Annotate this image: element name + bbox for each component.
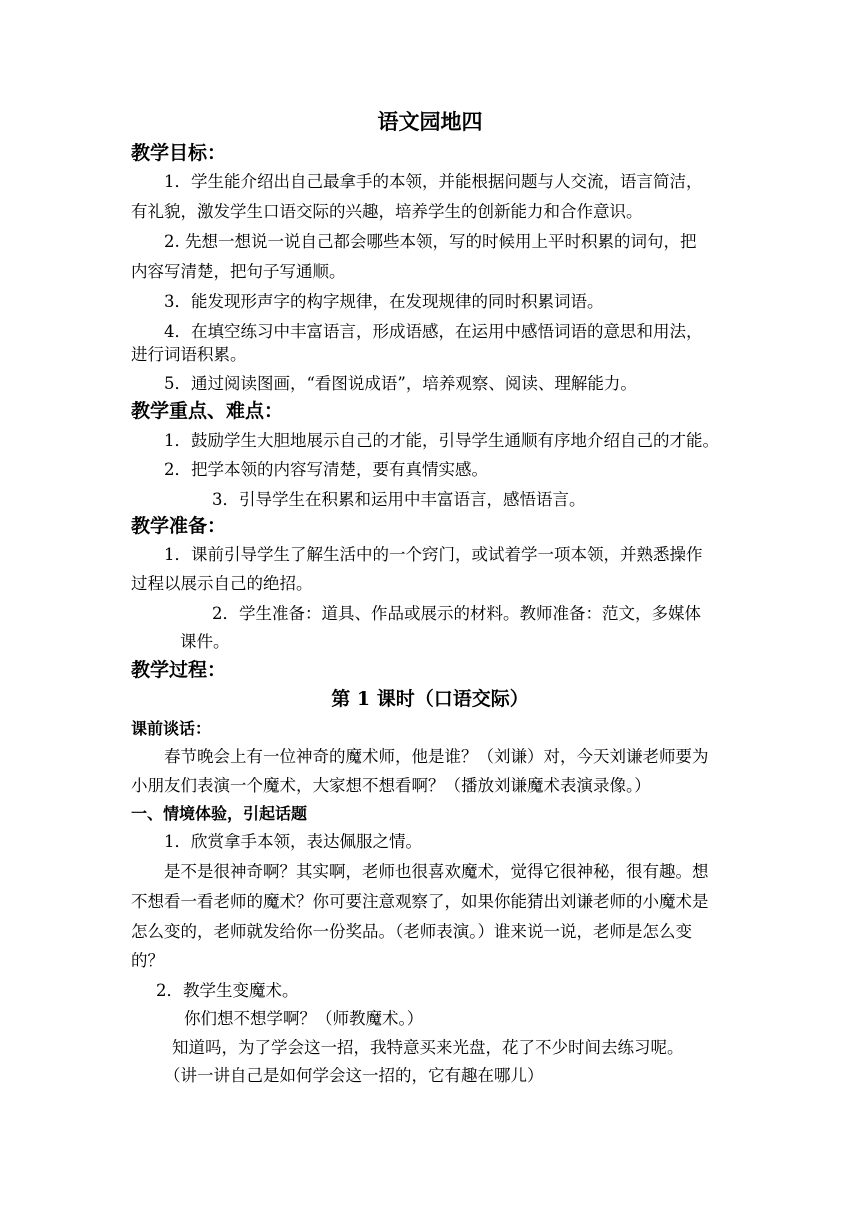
section1-line-7: 你们想不想学啊？（师教魔术。） [184,1009,424,1028]
key-points-line-3: 3．引导学生在积累和运用中丰富语言，感悟语言。 [212,490,586,509]
lesson-title: 第 1 课时（口语交际） [331,688,529,710]
key-points-line-2: 2．把学本领的内容写清楚，要有真情实感。 [164,460,488,479]
section1-line-3: 不想看一看老师的魔术？你可要注意观察了，如果你能猜出刘谦老师的小魔术是 [131,892,709,911]
key-points-line-1: 1．鼓励学生大胆地展示自己的才能，引导学生通顺有序地介绍自己的才能。 [164,431,719,450]
document-title: 语文园地四 [377,109,483,134]
section1-line-4: 怎么变的，老师就发给你一份奖品。（老师表演。）谁来说一说，老师是怎么变 [131,922,692,941]
preparation-line-1: 1．课前引导学生了解生活中的一个窍门，或试着学一项本领，并熟悉操作 [164,545,703,564]
section1-line-2: 是不是很神奇啊？其实啊，老师也很喜欢魔术，觉得它很神秘，很有趣。想 [164,862,709,881]
preparation-heading: 教学准备： [131,515,227,537]
goals-line-5: 3．能发现形声字的构字规律，在发现规律的同时积累词语。 [164,292,604,311]
goals-line-6: 4．在填空练习中丰富语言，形成语感，在运用中感悟词语的意思和用法， [164,322,703,341]
section1-line-9: （讲一讲自己是如何学会这一招的，它有趣在哪儿） [164,1066,544,1085]
preparation-line-4: 课件。 [180,632,230,651]
goals-line-2: 有礼貌，激发学生口语交际的兴趣，培养学生的创新能力和合作意识。 [131,202,643,221]
pre-talk-line-2: 小朋友们表演一个魔术，大家想不想看啊？（播放刘谦魔术表演录像。） [131,776,651,795]
goals-line-3: 2. 先想一想说一说自己都会哪些本领，写的时候用上平时积累的词句，把 [164,232,697,251]
goals-line-4: 内容写清楚，把句子写通顺。 [131,262,346,281]
goals-heading: 教学目标： [131,142,227,164]
section1-line-6: 2．教学生变魔术。 [156,981,299,1000]
goals-line-1: 1．学生能介绍出自己最拿手的本领，并能根据问题与人交流，语言简洁， [164,172,703,191]
goals-line-7: 进行词语积累。 [131,345,247,364]
section1-line-5: 的？ [131,951,164,970]
preparation-line-3: 2．学生准备：道具、作品或展示的材料。教师准备：范文，多媒体 [212,604,701,623]
pre-talk-heading: 课前谈话： [131,719,212,738]
section1-line-8: 知道吗，为了学会这一招，我特意买来光盘，花了不少时间去练习呢。 [172,1038,684,1057]
preparation-line-2: 过程以展示自己的绝招。 [131,574,313,593]
pre-talk-line-1: 春节晚会上有一位神奇的魔术师，他是谁？（刘谦）对，今天刘谦老师要为 [164,747,709,766]
key-points-heading: 教学重点、难点： [131,400,284,422]
section1-line-1: 1．欣赏拿手本领，表达佩服之情。 [164,832,422,851]
process-heading: 教学过程： [131,659,227,681]
section1-heading: 一、情境体验，引起话题 [131,804,308,823]
goals-line-8: 5．通过阅读图画，“看图说成语”，培养观察、阅读、理解能力。 [164,374,637,393]
